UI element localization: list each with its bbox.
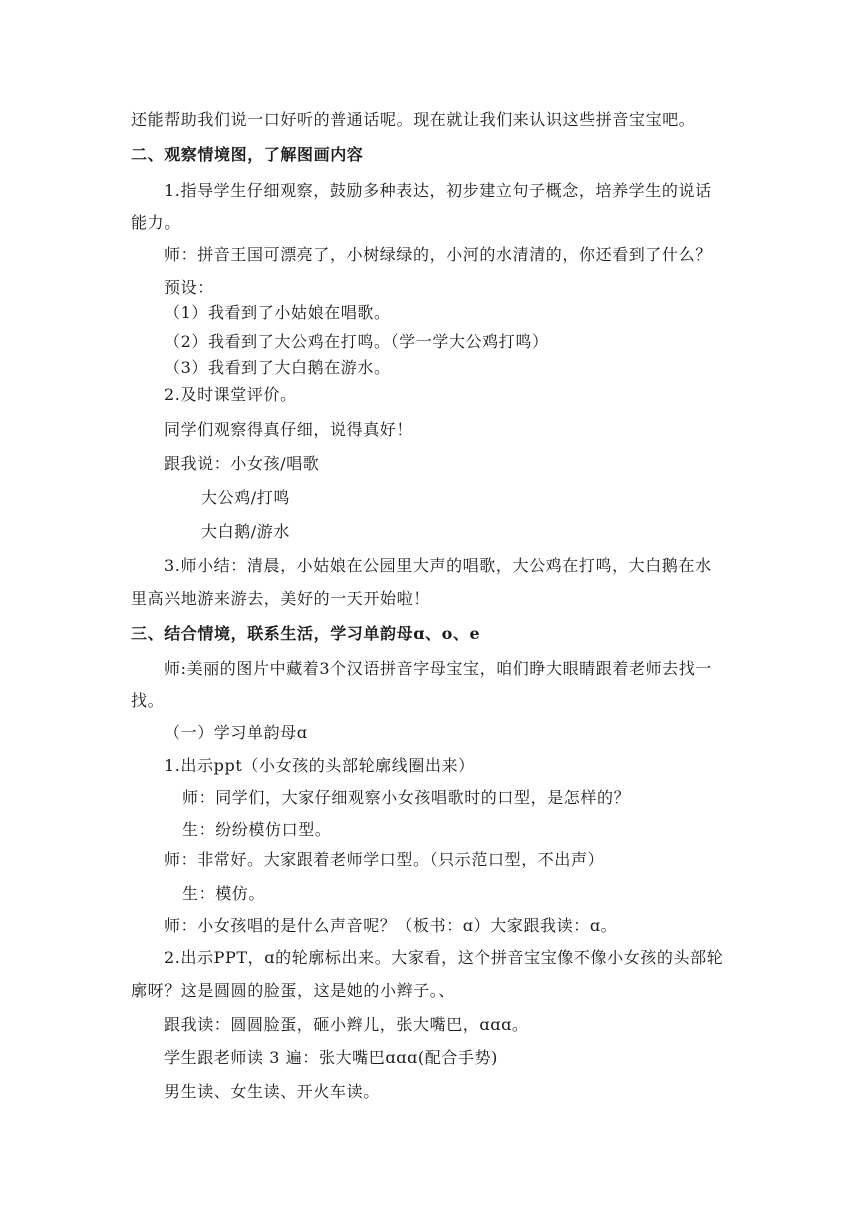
text-line: 里高兴地游来游去，美好的一天开始啦！ [131,589,430,608]
text-line: 找。 [131,691,165,710]
text-line: 同学们观察得真仔细，说得真好！ [164,420,414,439]
text-line: 预设： [164,278,214,297]
text-line: （一）学习单韵母ɑ [164,723,308,742]
text-line: 大公鸡/打鸣 [201,488,290,507]
text-line: （3）我看到了大白鹅在游水。 [164,358,391,377]
text-line: 师：同学们，大家仔细观察小女孩唱歌时的口型，是怎样的？ [182,788,631,807]
section-heading: 二、观察情境图，了解图画内容 [131,145,364,164]
text-line: 2.出示PPT，ɑ的轮廓标出来。大家看，这个拼音宝宝像不像小女孩的头部轮 [164,948,724,967]
text-line: 师：小女孩唱的是什么声音呢？（板书：ɑ）大家跟我读：ɑ。 [164,916,618,935]
text-line: 还能帮助我们说一口好听的普通话呢。现在就让我们来认识这些拼音宝宝吧。 [131,110,696,129]
text-line: 学生跟老师读 3 遍：张大嘴巴ɑɑɑ(配合手势) [164,1048,498,1067]
text-line: 跟我读：圆圆脸蛋，砸小辫儿，张大嘴巴，ɑɑɑ。 [164,1015,529,1034]
text-line: 生：纷纷模仿口型。 [182,820,332,839]
text-line: 2.及时课堂评价。 [164,385,297,404]
text-line: 男生读、女生读、开火车读。 [164,1082,380,1101]
text-line: 生：模仿。 [182,884,266,903]
text-line: 师：非常好。大家跟着老师学口型。（只示范口型，不出声） [164,850,605,869]
text-line: 廓呀？这是圆圆的脸蛋，这是她的小辫子。、 [131,981,456,1000]
text-line: （2）我看到了大公鸡在打鸣。（学一学大公鸡打鸣） [164,332,549,351]
text-line: 1.出示ppt（小女孩的头部轮廓线圈出来） [164,756,475,775]
text-line: 3.师小结：清晨，小姑娘在公园里大声的唱歌，大公鸡在打鸣，大白鹅在水 [164,556,712,575]
text-line: 能力。 [131,213,181,232]
text-line: 大白鹅/游水 [201,522,290,541]
text-line: 跟我说：小女孩/唱歌 [164,454,320,473]
section-heading: 三、结合情境，联系生活，学习单韵母ɑ、o、e [131,624,481,643]
text-line: 1.指导学生仔细观察，鼓励多种表达，初步建立句子概念，培养学生的说话 [164,181,712,200]
text-line: （1）我看到了小姑娘在唱歌。 [164,303,391,322]
text-line: 师:美丽的图片中藏着3个汉语拼音字母宝宝，咱们睁大眼睛跟着老师去找一 [164,659,712,678]
text-line: 师：拼音王国可漂亮了，小树绿绿的，小河的水清清的，你还看到了什么？ [164,245,712,264]
